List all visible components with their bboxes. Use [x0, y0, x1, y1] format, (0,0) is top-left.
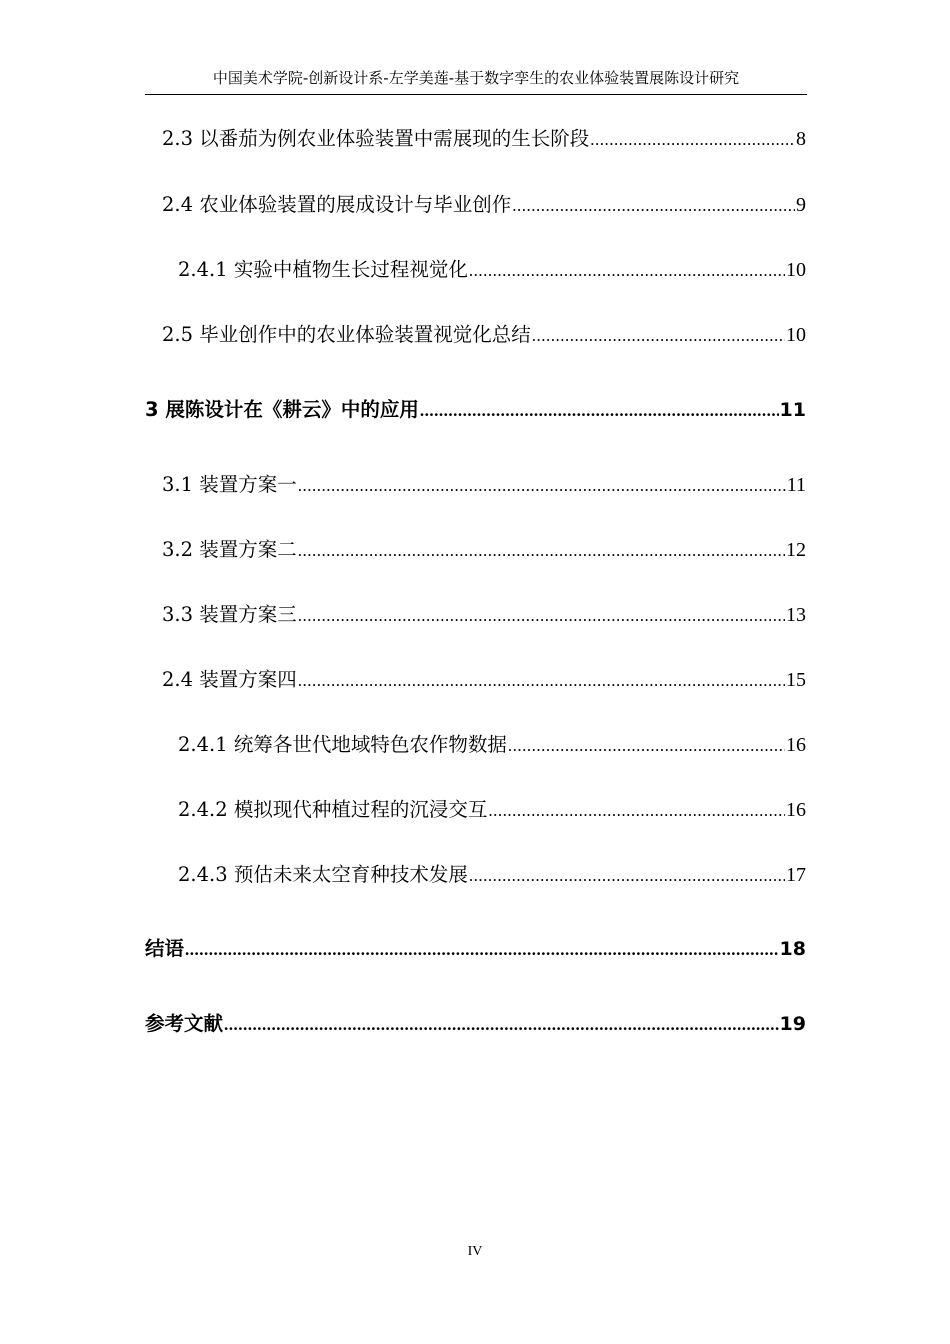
toc-entry[interactable] — [178, 255, 806, 285]
toc-entry-page: 18 — [779, 938, 806, 960]
dot-leader — [532, 321, 785, 351]
dot-leader — [512, 191, 795, 221]
toc-entry-page: 16 — [786, 734, 806, 756]
toc-entry-label: 2.4 农业体验装置的展成设计与毕业创作 — [162, 193, 512, 216]
toc-entry[interactable] — [162, 470, 806, 500]
toc-entry-page: 8 — [796, 128, 806, 150]
toc-entry-page: 9 — [796, 194, 806, 216]
toc-entry-page: 12 — [786, 539, 806, 561]
toc-entry-page: 11 — [786, 474, 806, 496]
header-title: 中国美术学院-创新设计系-左学美莲-基于数字孪生的农业体验装置展陈设计研究 — [212, 69, 740, 87]
toc-entry[interactable] — [162, 320, 806, 350]
toc-entry-page: 13 — [786, 604, 806, 626]
toc-entry-label: 2.4.3 预估未来太空育种技术发展 — [178, 863, 468, 886]
toc-entry-page: 11 — [779, 399, 806, 421]
dot-leader — [488, 796, 785, 826]
page-footer — [0, 1244, 950, 1260]
toc-entry[interactable] — [162, 600, 806, 630]
toc-entry[interactable] — [178, 795, 806, 825]
dot-leader — [508, 731, 785, 761]
dot-leader — [469, 861, 785, 891]
toc-entry-label: 2.4.2 模拟现代种植过程的沉浸交互 — [178, 798, 488, 821]
toc-entry-label: 3.2 装置方案二 — [162, 538, 297, 561]
toc-entry[interactable] — [178, 730, 806, 760]
dot-leader — [469, 256, 785, 286]
toc-chapter-entry[interactable] — [145, 1009, 806, 1039]
toc-entry-label: 参考文献 — [145, 1012, 224, 1035]
toc-entry[interactable] — [162, 535, 806, 565]
toc-chapter-entry[interactable] — [145, 395, 806, 425]
toc-entry-label: 3.3 装置方案三 — [162, 603, 297, 626]
dot-leader — [590, 125, 795, 155]
toc-entry-label: 3.1 装置方案一 — [162, 473, 297, 496]
dot-leader — [298, 601, 785, 631]
toc-entry-page: 19 — [779, 1013, 806, 1035]
toc-entry-label: 2.4.1 统筹各世代地域特色农作物数据 — [178, 733, 507, 756]
dot-leader — [298, 536, 785, 566]
toc-entry-page: 15 — [786, 669, 806, 691]
toc-entry-label: 2.4.1 实验中植物生长过程视觉化 — [178, 258, 468, 281]
toc-entry[interactable] — [162, 190, 806, 220]
toc-entry-label: 2.3 以番茄为例农业体验装置中需展现的生长阶段 — [162, 127, 590, 150]
dot-leader — [298, 471, 786, 501]
dot-leader — [420, 396, 779, 426]
toc-entry-label: 2.5 毕业创作中的农业体验装置视觉化总结 — [162, 323, 531, 346]
dot-leader — [298, 666, 785, 696]
toc-entry-page: 10 — [786, 259, 806, 281]
toc-entry[interactable] — [178, 860, 806, 890]
page-number: IV — [467, 1244, 483, 1259]
toc-entry-page: 16 — [786, 799, 806, 821]
toc-entry-label: 3 展陈设计在《耕云》中的应用 — [145, 398, 419, 421]
toc-entry[interactable] — [162, 665, 806, 695]
toc-entry-page: 17 — [786, 864, 806, 886]
running-header — [145, 64, 807, 95]
toc-entry-label: 结语 — [145, 937, 185, 960]
toc-entry-label: 2.4 装置方案四 — [162, 668, 297, 691]
toc-chapter-entry[interactable] — [145, 934, 806, 964]
toc-entry-page: 10 — [786, 324, 806, 346]
toc-entry[interactable] — [162, 124, 806, 154]
dot-leader — [224, 1010, 779, 1040]
dot-leader — [185, 935, 779, 965]
